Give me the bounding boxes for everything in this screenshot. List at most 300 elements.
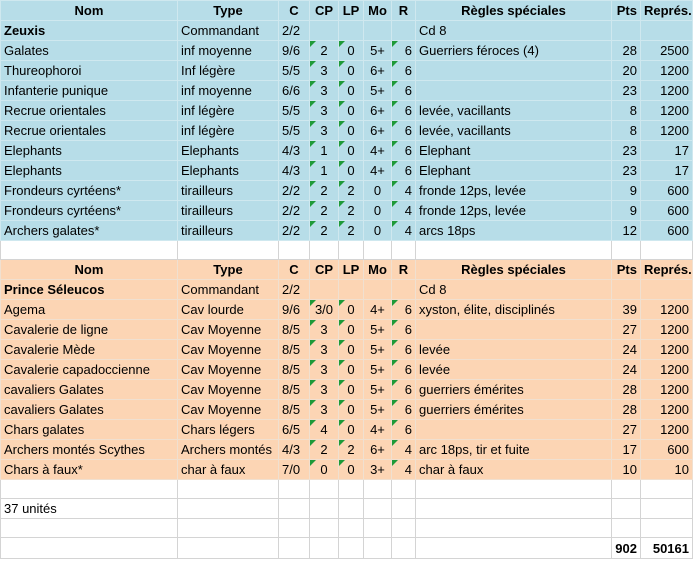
cell-regles[interactable] (416, 21, 612, 41)
cell-r[interactable] (392, 499, 416, 519)
cell-nom[interactable] (1, 480, 178, 499)
cell-type[interactable] (178, 121, 279, 141)
cell-nom[interactable] (1, 380, 178, 400)
cell-lp[interactable] (339, 480, 364, 499)
spacer-row (1, 241, 693, 260)
cell-c[interactable] (279, 121, 310, 141)
cell-regles[interactable] (416, 380, 612, 400)
cell-mo[interactable] (364, 41, 392, 61)
cell-lp[interactable] (339, 340, 364, 360)
cell-r[interactable] (392, 400, 416, 420)
cell-cp[interactable] (310, 21, 339, 41)
cell-lp[interactable] (339, 41, 364, 61)
cell-type[interactable] (178, 1, 279, 21)
cell-type[interactable] (178, 360, 279, 380)
cell-pts[interactable] (612, 420, 641, 440)
cell-lp[interactable] (339, 400, 364, 420)
cell-cp[interactable] (310, 420, 339, 440)
cell-regles[interactable] (416, 260, 612, 280)
cell-lp[interactable] (339, 161, 364, 181)
cell-regles[interactable] (416, 41, 612, 61)
cell-r[interactable] (392, 241, 416, 260)
cell-rep[interactable] (641, 201, 693, 221)
cell-lp[interactable] (339, 21, 364, 41)
cell-pts[interactable] (612, 161, 641, 181)
cell-pts[interactable] (612, 460, 641, 480)
cell-c[interactable] (279, 260, 310, 280)
cell-pts[interactable] (612, 181, 641, 201)
cell-regles[interactable] (416, 480, 612, 499)
cell-c-text: 8/5 (282, 382, 301, 397)
cell-mo[interactable] (364, 300, 392, 320)
cell-regles[interactable] (416, 300, 612, 320)
cell-rep[interactable] (641, 161, 693, 181)
cell-lp[interactable] (339, 101, 364, 121)
cell-nom[interactable] (1, 1, 178, 21)
comment-indicator-icon (392, 161, 398, 167)
cell-pts[interactable] (612, 480, 641, 499)
cell-lp-text: 0 (347, 382, 355, 397)
cell-pts[interactable] (612, 519, 641, 538)
unit-row (1, 181, 693, 201)
cell-lp[interactable] (339, 221, 364, 241)
cell-lp[interactable] (339, 440, 364, 460)
cell-lp[interactable] (339, 460, 364, 480)
cell-nom[interactable] (1, 61, 178, 81)
cell-rep[interactable] (641, 320, 693, 340)
cell-rep[interactable] (641, 420, 693, 440)
cell-c-text: C (289, 262, 299, 277)
cell-pts[interactable] (612, 499, 641, 519)
cell-r-text: R (398, 262, 409, 277)
cell-pts[interactable] (612, 538, 641, 559)
cell-rep[interactable] (641, 519, 693, 538)
cell-nom[interactable] (1, 221, 178, 241)
cell-regles[interactable] (416, 519, 612, 538)
cell-regles[interactable] (416, 121, 612, 141)
cell-cp[interactable] (310, 101, 339, 121)
cell-c[interactable] (279, 141, 310, 161)
cell-rep[interactable] (641, 1, 693, 21)
cell-type[interactable] (178, 400, 279, 420)
cell-lp[interactable] (339, 181, 364, 201)
cell-mo[interactable] (364, 81, 392, 101)
cell-lp[interactable] (339, 81, 364, 101)
cell-nom[interactable] (1, 360, 178, 380)
cell-cp[interactable] (310, 121, 339, 141)
cell-lp[interactable] (339, 380, 364, 400)
unit-row (1, 300, 693, 320)
cell-type[interactable] (178, 499, 279, 519)
cell-nom[interactable] (1, 460, 178, 480)
cell-nom[interactable] (1, 141, 178, 161)
cell-type[interactable] (178, 41, 279, 61)
cell-cp[interactable] (310, 440, 339, 460)
cell-cp[interactable] (310, 181, 339, 201)
cell-pts[interactable] (612, 241, 641, 260)
cell-cp[interactable] (310, 499, 339, 519)
cell-r[interactable] (392, 538, 416, 559)
cell-lp[interactable] (339, 141, 364, 161)
cell-lp[interactable] (339, 499, 364, 519)
cell-c[interactable] (279, 400, 310, 420)
cell-regles[interactable] (416, 141, 612, 161)
cell-cp[interactable] (310, 41, 339, 61)
cell-c[interactable] (279, 221, 310, 241)
cell-type[interactable] (178, 141, 279, 161)
cell-c[interactable] (279, 360, 310, 380)
cell-r[interactable] (392, 101, 416, 121)
cell-rep[interactable] (641, 61, 693, 81)
cell-rep[interactable] (641, 101, 693, 121)
cell-nom[interactable] (1, 340, 178, 360)
cell-regles[interactable] (416, 340, 612, 360)
cell-mo[interactable] (364, 400, 392, 420)
cell-r[interactable] (392, 440, 416, 460)
cell-cp[interactable] (310, 380, 339, 400)
cell-regles[interactable] (416, 400, 612, 420)
cell-mo[interactable] (364, 440, 392, 460)
cell-c[interactable] (279, 519, 310, 538)
cell-pts[interactable] (612, 340, 641, 360)
cell-regles[interactable] (416, 241, 612, 260)
cell-mo[interactable] (364, 460, 392, 480)
cell-nom[interactable] (1, 300, 178, 320)
cell-c[interactable] (279, 480, 310, 499)
cell-nom[interactable] (1, 499, 178, 519)
cell-c[interactable] (279, 241, 310, 260)
cell-mo[interactable] (364, 320, 392, 340)
cell-type[interactable] (178, 181, 279, 201)
cell-cp[interactable] (310, 519, 339, 538)
cell-lp[interactable] (339, 519, 364, 538)
cell-rep[interactable] (641, 181, 693, 201)
cell-r[interactable] (392, 181, 416, 201)
cell-rep[interactable] (641, 241, 693, 260)
cell-nom[interactable] (1, 519, 178, 538)
comment-indicator-icon (392, 221, 398, 227)
cell-c[interactable] (279, 460, 310, 480)
cell-nom[interactable] (1, 121, 178, 141)
cell-cp[interactable] (310, 400, 339, 420)
cell-mo[interactable] (364, 340, 392, 360)
cell-cp[interactable] (310, 81, 339, 101)
cell-lp[interactable] (339, 280, 364, 300)
cell-rep[interactable] (641, 141, 693, 161)
cell-nom[interactable] (1, 440, 178, 460)
cell-r[interactable] (392, 340, 416, 360)
cell-type[interactable] (178, 260, 279, 280)
cell-pts[interactable] (612, 41, 641, 61)
cell-lp[interactable] (339, 420, 364, 440)
cell-pts[interactable] (612, 360, 641, 380)
cell-type[interactable] (178, 201, 279, 221)
cell-mo[interactable] (364, 499, 392, 519)
cell-mo[interactable] (364, 1, 392, 21)
cell-type[interactable] (178, 460, 279, 480)
cell-mo[interactable] (364, 221, 392, 241)
cell-nom[interactable] (1, 181, 178, 201)
cell-regles[interactable] (416, 538, 612, 559)
cell-rep[interactable] (641, 300, 693, 320)
cell-c[interactable] (279, 340, 310, 360)
cell-pts[interactable] (612, 121, 641, 141)
cell-c[interactable] (279, 161, 310, 181)
cell-mo[interactable] (364, 141, 392, 161)
cell-type[interactable] (178, 101, 279, 121)
cell-pts[interactable] (612, 21, 641, 41)
cell-regles[interactable] (416, 221, 612, 241)
cell-cp[interactable] (310, 280, 339, 300)
cell-cp[interactable] (310, 241, 339, 260)
cell-lp[interactable] (339, 320, 364, 340)
cell-lp[interactable] (339, 61, 364, 81)
cell-pts[interactable] (612, 141, 641, 161)
cell-cp[interactable] (310, 480, 339, 499)
cell-pts[interactable] (612, 81, 641, 101)
cell-mo[interactable] (364, 420, 392, 440)
cell-lp[interactable] (339, 241, 364, 260)
cell-type[interactable] (178, 340, 279, 360)
cell-regles[interactable] (416, 420, 612, 440)
cell-pts[interactable] (612, 400, 641, 420)
cell-pts[interactable] (612, 280, 641, 300)
cell-c[interactable] (279, 300, 310, 320)
cell-regles[interactable] (416, 181, 612, 201)
cell-pts[interactable] (612, 320, 641, 340)
cell-rep[interactable] (641, 499, 693, 519)
cell-cp[interactable] (310, 221, 339, 241)
cell-rep[interactable] (641, 260, 693, 280)
comment-indicator-icon (310, 400, 316, 406)
cell-type[interactable] (178, 380, 279, 400)
cell-cp[interactable] (310, 360, 339, 380)
cell-lp[interactable] (339, 538, 364, 559)
cell-pts[interactable] (612, 300, 641, 320)
cell-r[interactable] (392, 221, 416, 241)
cell-c[interactable] (279, 499, 310, 519)
cell-c[interactable] (279, 21, 310, 41)
cell-c[interactable] (279, 1, 310, 21)
cell-r[interactable] (392, 300, 416, 320)
cell-lp[interactable] (339, 1, 364, 21)
cell-regles[interactable] (416, 460, 612, 480)
cell-nom[interactable] (1, 538, 178, 559)
cell-r[interactable] (392, 81, 416, 101)
cell-r[interactable] (392, 161, 416, 181)
cell-nom[interactable] (1, 280, 178, 300)
cell-lp-text: 0 (347, 43, 355, 58)
cell-nom[interactable] (1, 320, 178, 340)
cell-type-text: Archers montés (181, 442, 273, 457)
cell-nom[interactable] (1, 101, 178, 121)
cell-pts[interactable] (612, 1, 641, 21)
cell-regles[interactable] (416, 360, 612, 380)
cell-rep[interactable] (641, 280, 693, 300)
cell-regles[interactable] (416, 499, 612, 519)
cell-lp[interactable] (339, 201, 364, 221)
cell-type[interactable] (178, 538, 279, 559)
cell-lp[interactable] (339, 300, 364, 320)
cell-type[interactable] (178, 519, 279, 538)
cell-regles[interactable] (416, 1, 612, 21)
cell-c[interactable] (279, 181, 310, 201)
cell-rep[interactable] (641, 460, 693, 480)
cell-cp[interactable] (310, 538, 339, 559)
cell-type[interactable] (178, 61, 279, 81)
cell-c[interactable] (279, 41, 310, 61)
cell-nom[interactable] (1, 400, 178, 420)
cell-type[interactable] (178, 81, 279, 101)
cell-c[interactable] (279, 538, 310, 559)
cell-type[interactable] (178, 21, 279, 41)
cell-r[interactable] (392, 61, 416, 81)
cell-pts[interactable] (612, 221, 641, 241)
cell-pts[interactable] (612, 260, 641, 280)
cell-rep[interactable] (641, 21, 693, 41)
cell-rep[interactable] (641, 360, 693, 380)
cell-c[interactable] (279, 201, 310, 221)
cell-regles[interactable] (416, 201, 612, 221)
cell-nom[interactable] (1, 21, 178, 41)
cell-mo[interactable] (364, 538, 392, 559)
cell-lp[interactable] (339, 260, 364, 280)
cell-cp[interactable] (310, 201, 339, 221)
cell-pts[interactable] (612, 440, 641, 460)
cell-r[interactable] (392, 519, 416, 538)
cell-cp[interactable] (310, 340, 339, 360)
cell-rep[interactable] (641, 340, 693, 360)
cell-r[interactable] (392, 360, 416, 380)
cell-type[interactable] (178, 420, 279, 440)
cell-rep[interactable] (641, 400, 693, 420)
comment-indicator-icon (339, 161, 345, 167)
cell-r[interactable] (392, 320, 416, 340)
cell-regles[interactable] (416, 101, 612, 121)
cell-mo[interactable] (364, 360, 392, 380)
cell-c[interactable] (279, 81, 310, 101)
cell-regles[interactable] (416, 161, 612, 181)
comment-indicator-icon (310, 121, 316, 127)
cell-rep[interactable] (641, 221, 693, 241)
cell-mo[interactable] (364, 260, 392, 280)
cell-rep[interactable] (641, 81, 693, 101)
cell-c[interactable] (279, 320, 310, 340)
cell-cp[interactable] (310, 260, 339, 280)
cell-nom[interactable] (1, 420, 178, 440)
cell-r[interactable] (392, 420, 416, 440)
cell-type[interactable] (178, 221, 279, 241)
cell-regles[interactable] (416, 320, 612, 340)
cell-rep[interactable] (641, 121, 693, 141)
cell-r[interactable] (392, 380, 416, 400)
cell-rep[interactable] (641, 538, 693, 559)
cell-mo[interactable] (364, 280, 392, 300)
cell-cp[interactable] (310, 161, 339, 181)
cell-rep[interactable] (641, 480, 693, 499)
cell-mo[interactable] (364, 480, 392, 499)
comment-indicator-icon (310, 380, 316, 386)
cell-mo[interactable] (364, 61, 392, 81)
cell-regles[interactable] (416, 280, 612, 300)
cell-r[interactable] (392, 260, 416, 280)
cell-mo[interactable] (364, 161, 392, 181)
cell-cp[interactable] (310, 320, 339, 340)
cell-type[interactable] (178, 241, 279, 260)
cell-r[interactable] (392, 21, 416, 41)
cell-nom[interactable] (1, 260, 178, 280)
cell-nom[interactable] (1, 241, 178, 260)
cell-r[interactable] (392, 1, 416, 21)
cell-cp[interactable] (310, 300, 339, 320)
cell-c[interactable] (279, 440, 310, 460)
cell-rep[interactable] (641, 41, 693, 61)
cell-r[interactable] (392, 141, 416, 161)
cell-rep[interactable] (641, 440, 693, 460)
cell-cp[interactable] (310, 1, 339, 21)
cell-c[interactable] (279, 280, 310, 300)
cell-type[interactable] (178, 300, 279, 320)
cell-mo[interactable] (364, 201, 392, 221)
cell-mo[interactable] (364, 519, 392, 538)
cell-pts[interactable] (612, 380, 641, 400)
cell-cp[interactable] (310, 61, 339, 81)
cell-mo[interactable] (364, 241, 392, 260)
cell-cp[interactable] (310, 460, 339, 480)
cell-r[interactable] (392, 480, 416, 499)
cell-r[interactable] (392, 201, 416, 221)
cell-c[interactable] (279, 61, 310, 81)
comment-indicator-icon (310, 360, 316, 366)
cell-mo[interactable] (364, 181, 392, 201)
cell-r[interactable] (392, 460, 416, 480)
cell-nom[interactable] (1, 81, 178, 101)
cell-rep[interactable] (641, 380, 693, 400)
cell-pts[interactable] (612, 61, 641, 81)
cell-mo[interactable] (364, 21, 392, 41)
cell-type[interactable] (178, 161, 279, 181)
cell-regles[interactable] (416, 81, 612, 101)
cell-pts[interactable] (612, 201, 641, 221)
cell-regles[interactable] (416, 61, 612, 81)
cell-cp[interactable] (310, 141, 339, 161)
cell-mo[interactable] (364, 101, 392, 121)
cell-nom[interactable] (1, 41, 178, 61)
cell-nom[interactable] (1, 161, 178, 181)
comment-indicator-icon (392, 380, 398, 386)
cell-regles[interactable] (416, 440, 612, 460)
cell-c[interactable] (279, 380, 310, 400)
cell-c[interactable] (279, 101, 310, 121)
cell-type[interactable] (178, 480, 279, 499)
cell-type[interactable] (178, 280, 279, 300)
cell-regles-text: fronde 12ps, levée (419, 203, 526, 218)
cell-r[interactable] (392, 41, 416, 61)
cell-type[interactable] (178, 440, 279, 460)
cell-r[interactable] (392, 121, 416, 141)
cell-mo[interactable] (364, 380, 392, 400)
cell-rep-text: 10 (674, 462, 689, 477)
comment-indicator-icon (392, 101, 398, 107)
cell-nom[interactable] (1, 201, 178, 221)
cell-c[interactable] (279, 420, 310, 440)
cell-r[interactable] (392, 280, 416, 300)
cell-pts[interactable] (612, 101, 641, 121)
cell-mo[interactable] (364, 121, 392, 141)
cell-lp[interactable] (339, 121, 364, 141)
cell-type[interactable] (178, 320, 279, 340)
cell-lp[interactable] (339, 360, 364, 380)
